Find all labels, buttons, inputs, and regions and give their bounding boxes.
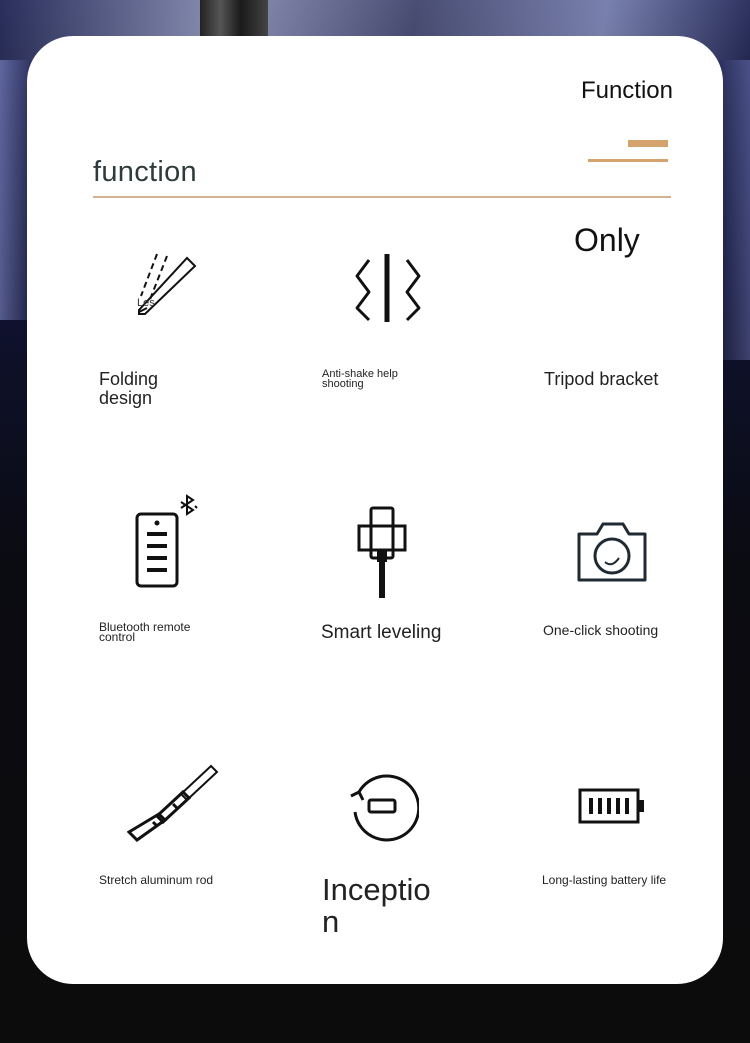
section-divider [93,196,671,198]
folding-icon-overlay-text: Les [137,297,155,309]
feature-label-one-click: One-click shooting [543,622,659,638]
bluetooth-remote-icon [131,492,201,588]
feature-label-folding: Folding design [99,369,159,408]
rotate-icon [345,772,419,842]
feature-label-stretch-rod: Stretch aluminum rod [99,873,214,887]
feature-label-inception: Inception [322,872,431,939]
stray-label-only: Only [574,222,640,258]
feature-label-anti-shake: Anti-shake help shooting [322,368,398,390]
feature-label-bluetooth: Bluetooth remote control [99,620,191,644]
anti-shake-icon [351,252,423,324]
folding-lines-icon [135,252,199,320]
feature-label-tripod: Tripod bracket [544,369,659,389]
feature-label-battery: Long-lasting battery life [542,873,667,887]
card-heading: Function [580,77,673,104]
feature-label-smart-leveling: Smart leveling [321,622,442,643]
telescopic-rod-icon [127,764,219,842]
accent-bar-short [628,140,668,147]
product-pole-image [200,0,268,40]
battery-icon [578,788,646,824]
feature-card [27,36,723,984]
phone-clamp-icon [355,506,411,598]
section-title: function [93,156,197,188]
camera-icon [575,522,649,582]
accent-bar-long [588,159,668,162]
